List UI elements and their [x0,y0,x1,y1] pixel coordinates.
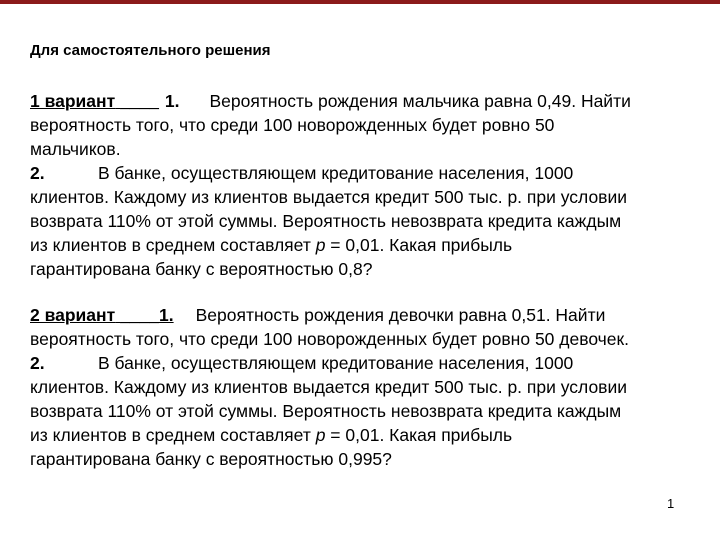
variant-1-label: 1 вариант ____ [30,91,159,111]
variant-1-task-2-line: возврата 110% от этой суммы. Вероятность невозврата кредита каждым [30,211,622,231]
variant-2-task-2-line: гарантирована банку с вероятностью 0,995? [30,449,392,469]
probability-symbol: p [315,425,326,445]
variant-1-task-2-text: В банке, осуществляющем кредитование населения, 1000 [98,163,574,183]
title-accent-line [0,0,720,4]
variant-2-task-2-line: возврата 110% от этой суммы. Вероятность невозврата кредита каждым [30,401,622,421]
variant-2-heading-line [30,303,718,327]
variant-1-task-1-number: 1. [164,91,180,111]
variant-2-block [30,303,718,471]
variant-2-task-2-number: 2. [30,353,45,373]
variant-2-task-1-text: Вероятность рождения девочки равна 0,51. Найти [195,305,606,325]
variant-1-task-2-line: клиентов. Каждому из клиентов выдается кредит 500 тыс. р. при условии [30,187,628,207]
variant-2-task-2-line: из клиентов в среднем составляет p = 0,01. Какая прибыль [30,425,513,445]
slide-title: Для самостоятельного решения [30,42,271,59]
variant-2-task-1-line: вероятность того, что среди 100 новорожденных будет ровно 50 девочек. [30,329,630,349]
page-number: 1 [667,496,675,511]
variant-1-task-1-line: вероятность того, что среди 100 новорожденных будет ровно 50 [30,115,555,135]
variant-2-task-2-text: В банке, осуществляющем кредитование населения, 1000 [98,353,574,373]
variant-1-heading-line [30,89,718,113]
probability-symbol: p [315,235,326,255]
variant-1-task-2-line: гарантирована банку с вероятностью 0,8? [30,259,373,279]
variant-1-block [30,89,718,281]
variant-2-task-2-line: клиентов. Каждому из клиентов выдается кредит 500 тыс. р. при условии [30,377,628,397]
variant-1-task-2-number: 2. [30,163,45,183]
variant-2-label: 2 вариант ____1. [30,305,174,325]
variant-2-task-2-heading-line [30,351,718,375]
variant-1-task-1-line: мальчиков. [30,139,121,159]
variant-1-task-2-heading-line [30,161,718,185]
variant-1-task-2-line: из клиентов в среднем составляет p = 0,01. Какая прибыль [30,235,513,255]
variant-1-task-1-text: Вероятность рождения мальчика равна 0,49. Найти [209,91,631,111]
